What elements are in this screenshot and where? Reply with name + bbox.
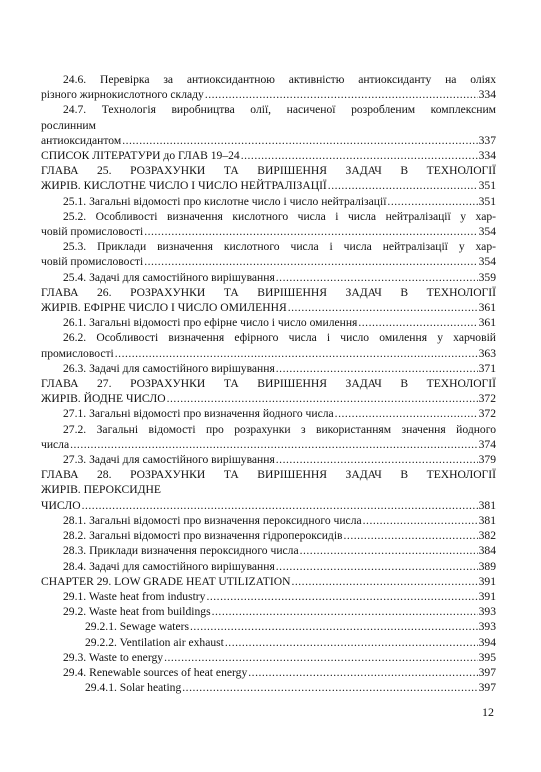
toc-entry-label: 29.3. Waste to energy	[63, 650, 164, 664]
toc-entry-label: 29.4.1. Solar heating	[85, 681, 182, 695]
toc-entry-label: 29.4. Renewable sources of heat energy	[63, 665, 248, 679]
dot-leader	[335, 406, 478, 421]
toc-entry[interactable]	[41, 619, 496, 634]
toc-page-ref: 394	[478, 635, 496, 649]
dot-leader	[363, 513, 478, 528]
toc-entry-label: човій промисловості	[41, 255, 144, 269]
toc-entry-label: 25.4. Задачі для самостійного вирішування	[63, 270, 275, 284]
dot-leader	[300, 543, 478, 558]
toc-page-ref: 361	[478, 316, 496, 330]
dot-leader	[358, 315, 477, 330]
toc-page-ref: 391	[478, 574, 496, 588]
toc-entry[interactable]	[41, 315, 496, 330]
toc-page-ref: 395	[478, 650, 496, 664]
toc-entry[interactable]	[41, 589, 496, 604]
toc-entry[interactable]	[41, 102, 496, 148]
dot-leader	[276, 361, 478, 376]
dot-leader	[205, 87, 478, 102]
dot-leader	[344, 528, 478, 543]
toc-page-ref: 351	[478, 194, 496, 208]
dot-leader	[206, 589, 477, 604]
toc-entry[interactable]	[41, 452, 496, 467]
toc-entry-title: ГЛАВА 28. РОЗРАХУНКИ ТА ВИРІШЕННЯ ЗАДАЧ В ТЕХНОЛОГІЇ	[41, 468, 496, 482]
toc-entry-label: числа	[41, 437, 70, 451]
toc-entry[interactable]	[41, 680, 496, 695]
dot-leader	[276, 559, 478, 574]
toc-entry[interactable]	[41, 163, 496, 193]
toc-page-ref: 351	[478, 179, 496, 193]
toc-entry[interactable]	[41, 285, 496, 315]
dot-leader	[328, 178, 478, 193]
toc-page-ref: 397	[478, 665, 496, 679]
dot-leader	[241, 148, 478, 163]
toc-entry-label: 26.1. Загальні відомості про ефірне число і число омилення	[63, 316, 358, 330]
toc-entry[interactable]	[41, 406, 496, 421]
toc-entry-title: ГЛАВА 25. РОЗРАХУНКИ ТА ВИРІШЕННЯ ЗАДАЧ В ТЕХНОЛОГІЇ	[41, 164, 496, 178]
toc-entry-label: 29.2.1. Sewage waters	[85, 620, 189, 634]
toc-page-ref: 334	[478, 88, 496, 102]
toc-entry[interactable]	[41, 239, 496, 269]
dot-leader	[288, 300, 478, 315]
toc-entry-label: човій промисловості	[41, 225, 144, 239]
toc-entry[interactable]	[41, 209, 496, 239]
toc-entry-label: 28.2. Загальні відомості про визначення гідропероксидів	[63, 529, 343, 543]
toc-entry-label: 27.3. Задачі для самостійного вирішування	[63, 453, 275, 467]
toc-entry[interactable]	[41, 543, 496, 558]
toc-entry-label: 25.1. Загальні відомості про кислотне число і число нейтралізації	[63, 194, 387, 208]
toc-entry-label: 28.1. Загальні відомості про визначення пероксидного числа	[63, 513, 362, 527]
toc-entry[interactable]	[41, 604, 496, 619]
toc-entry[interactable]	[41, 148, 496, 163]
toc-page-ref: 379	[478, 453, 496, 467]
toc-entry-label: промисловості	[41, 346, 114, 360]
toc-page-ref: 384	[478, 544, 496, 558]
toc-page-ref: 393	[478, 620, 496, 634]
dot-leader	[182, 680, 477, 695]
toc-entry[interactable]	[41, 194, 496, 209]
dot-leader	[164, 650, 478, 665]
toc-entry-title: 24.7. Технологія виробництва олії, насиченої розробленим комплексним	[63, 103, 496, 117]
dot-leader	[70, 437, 477, 452]
toc-page-ref: 361	[478, 301, 496, 315]
toc-entry-label: 29.2.2. Ventilation air exhaust	[85, 635, 224, 649]
dot-leader	[115, 346, 478, 361]
toc-entry-title: ГЛАВА 27. РОЗРАХУНКИ ТА ВИРІШЕННЯ ЗАДАЧ В ТЕХНОЛОГІЇ	[41, 377, 496, 391]
toc-entry-title: 27.2. Загальні відомості про розрахунки з використанням значення йодного	[63, 422, 496, 436]
toc-entry-label: 26.3. Задачі для самостійного вирішування	[63, 361, 275, 375]
toc-page-ref: 354	[478, 255, 496, 269]
toc-page-ref: 334	[478, 149, 496, 163]
toc-page-ref: 389	[478, 559, 496, 573]
toc-entry-label: ЖИРІВ. ЕФІРНЕ ЧИСЛО І ЧИСЛО ОМИЛЕННЯ	[41, 301, 287, 315]
toc-entry[interactable]	[41, 559, 496, 574]
dot-leader	[82, 498, 478, 513]
toc-entry-title: 24.6. Перевірка за антиоксидантною активністю антиоксиданту на оліях	[63, 73, 496, 86]
toc-entry[interactable]	[41, 72, 496, 102]
toc-entry-label: CHAPTER 29. LOW GRADE HEAT UTILIZATION	[41, 574, 291, 588]
toc-page-ref: 363	[478, 346, 496, 360]
dot-leader	[291, 574, 477, 589]
dot-leader	[122, 133, 477, 148]
toc-entry-title: ГЛАВА 26. РОЗРАХУНКИ ТА ВИРІШЕННЯ ЗАДАЧ В ТЕХНОЛОГІЇ	[41, 285, 496, 299]
dot-leader	[276, 452, 478, 467]
toc-entry[interactable]	[41, 513, 496, 528]
toc-entry-title: 25.2. Особливості визначення кислотного числа і числа нейтралізації у хар-	[63, 209, 496, 223]
toc-entry[interactable]	[41, 665, 496, 680]
dot-leader	[144, 254, 477, 269]
toc-page-ref: 337	[478, 133, 496, 147]
toc-entry[interactable]	[41, 361, 496, 376]
toc-entry-label: 27.1. Загальні відомості про визначення йодного числа	[63, 407, 334, 421]
dot-leader	[190, 619, 478, 634]
dot-leader	[387, 194, 477, 209]
dot-leader	[167, 391, 478, 406]
toc-entry[interactable]	[41, 422, 496, 452]
toc-page-ref: 381	[478, 513, 496, 527]
toc-entry-title: 26.2. Особливості визначення ефірного числа і число омилення у харчовій	[63, 331, 496, 345]
dot-leader	[248, 665, 477, 680]
toc-page-ref: 381	[478, 498, 496, 512]
toc-entry[interactable]	[41, 330, 496, 360]
toc-entry-label: ЖИРІВ. КИСЛОТНЕ ЧИСЛО І ЧИСЛО НЕЙТРАЛІЗАЦІЇ	[41, 179, 327, 193]
toc-page-ref: 372	[478, 392, 496, 406]
page-number: 12	[482, 705, 494, 719]
toc-entry[interactable]	[41, 376, 496, 406]
dot-leader	[144, 224, 477, 239]
dot-leader	[276, 270, 478, 285]
toc-entry-label: антиоксидантом	[41, 133, 122, 147]
toc-entry-label: 29.2. Waste heat from buildings	[63, 605, 211, 619]
dot-leader	[212, 604, 478, 619]
toc-entry[interactable]	[41, 574, 496, 589]
toc-page-ref: 391	[478, 589, 496, 603]
table-of-contents	[41, 72, 496, 695]
toc-entry[interactable]	[41, 528, 496, 543]
toc-page-ref: 354	[478, 225, 496, 239]
toc-page-ref: 359	[478, 270, 496, 284]
toc-entry-label: ЧИСЛО	[41, 498, 81, 512]
toc-entry[interactable]	[41, 635, 496, 650]
toc-entry-title-cont: ЖИРІВ. ПЕРОКСИДНЕ	[41, 483, 161, 497]
toc-page-ref: 374	[478, 437, 496, 451]
toc-entry-label: різного жирнокислотного складу	[41, 88, 204, 102]
toc-page-ref: 393	[478, 605, 496, 619]
toc-entry-label: ЖИРІВ. ЙОДНЕ ЧИСЛО	[41, 392, 166, 406]
toc-entry-label: 28.3. Приклади визначення пероксидного числа	[63, 544, 299, 558]
toc-entry[interactable]	[41, 270, 496, 285]
toc-entry-title-cont: рослинним	[41, 118, 96, 132]
toc-page-ref: 371	[478, 361, 496, 375]
toc-page-ref: 372	[478, 407, 496, 421]
toc-entry[interactable]	[41, 650, 496, 665]
toc-entry-title: 25.3. Приклади визначення кислотного числа і числа нейтралізації у хар-	[63, 240, 496, 254]
toc-entry-label: СПИСОК ЛІТЕРАТУРИ до ГЛАВ 19–24	[41, 149, 240, 163]
toc-entry[interactable]	[41, 467, 496, 513]
toc-page-ref: 382	[478, 529, 496, 543]
toc-entry-label: 28.4. Задачі для самостійного вирішування	[63, 559, 275, 573]
toc-page-ref: 397	[478, 681, 496, 695]
dot-leader	[225, 635, 478, 650]
toc-entry-label: 29.1. Waste heat from industry	[63, 589, 206, 603]
